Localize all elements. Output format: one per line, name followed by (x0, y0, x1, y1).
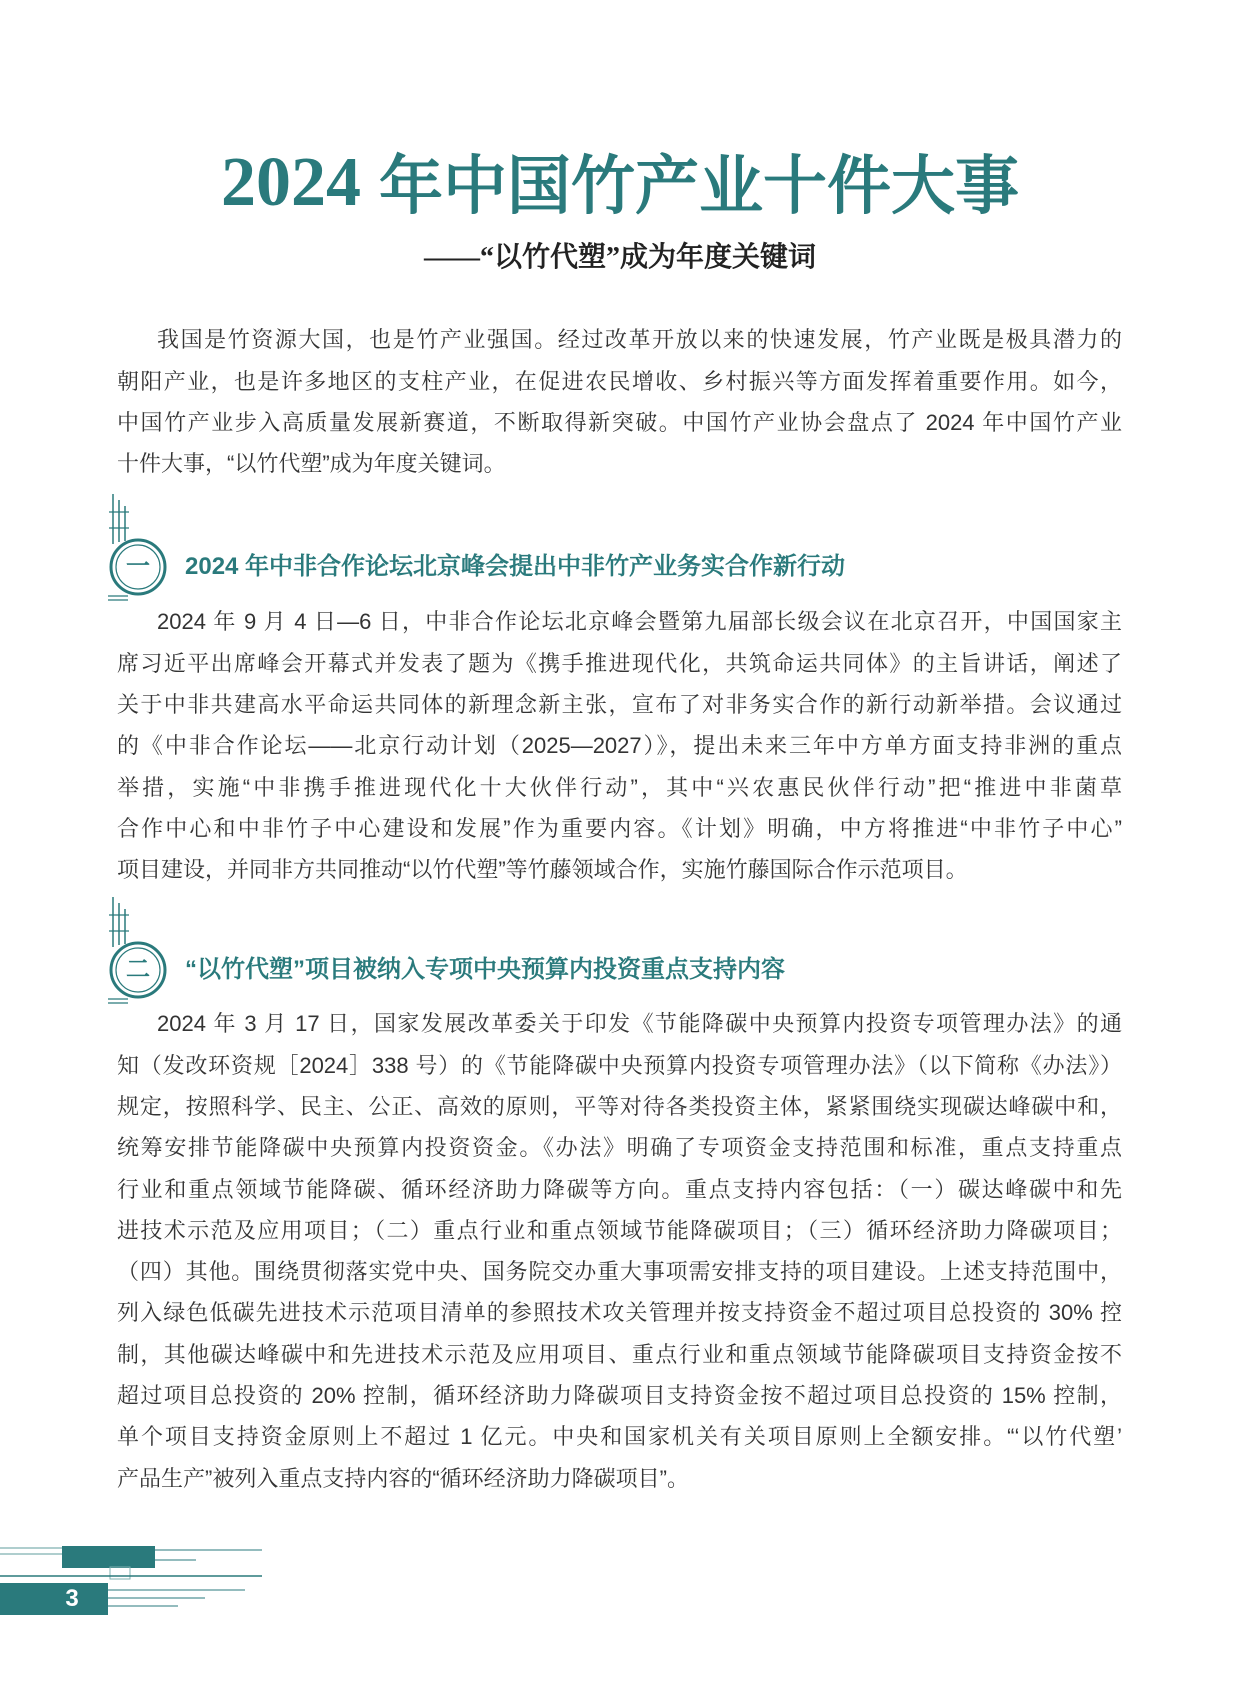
paragraph-line: 的《中非合作论坛——北京行动计划（2025—2027）》，提出未来三年中方单方面支持非洲的重点 (117, 733, 1122, 759)
paragraph-line: 十件大事，“以竹代塑”成为年度关键词。 (117, 451, 506, 477)
bamboo-ring-icon (104, 895, 176, 1010)
page-title-text: 年中国竹产业十件大事 (379, 151, 1019, 222)
bamboo-ring-icon (104, 492, 176, 607)
footer-decoration (0, 1540, 280, 1630)
paragraph-line: 知（发改环资规［2024］338 号）的《节能降碳中央预算内投资专项管理办法》（以下简称《办法》） (117, 1052, 1122, 1078)
paragraph-line: 规定，按照科学、民主、公正、高效的原则，平等对待各类投资主体，紧紧围绕实现碳达峰碳中和， (117, 1093, 1122, 1119)
section-number: 二 (126, 956, 150, 983)
paragraph-line: 合作中心和中非竹子中心建设和发展”作为重要内容。《计划》明确，中方将推进“中非竹子中心” (117, 815, 1122, 841)
paragraph-line: 朝阳产业，也是许多地区的支柱产业，在促进农民增收、乡村振兴等方面发挥着重要作用。如今， (117, 368, 1122, 394)
section-title: 2024 年中非合作论坛北京峰会提出中非竹产业务实合作新行动 (185, 553, 846, 580)
paragraph-line: 统筹安排节能降碳中央预算内投资资金。《办法》明确了专项资金支持范围和标准，重点支持重点 (117, 1135, 1122, 1161)
section-2-paragraph (117, 1003, 1122, 1499)
paragraph-line: 项目建设，并同非方共同推动“以竹代塑”等竹藤领域合作，实施竹藤国际合作示范项目。 (117, 857, 968, 883)
section-title: “以竹代塑”项目被纳入专项中央预算内投资重点支持内容 (185, 956, 785, 983)
paragraph-line: 席习近平出席峰会开幕式并发表了题为《携手推进现代化，共筑命运共同体》的主旨讲话，阐述了 (117, 650, 1122, 676)
page-subtitle: ——“以竹代塑”成为年度关键词 (423, 242, 816, 273)
page-number: 3 (65, 1585, 79, 1612)
paragraph-line: 2024 年 3 月 17 日，国家发展改革委关于印发《节能降碳中央预算内投资专项管理办法》的通 (157, 1011, 1122, 1037)
paragraph-line: 中国竹产业步入高质量发展新赛道，不断取得新突破。中国竹产业协会盘点了 2024 年中国竹产业 (117, 409, 1122, 435)
paragraph-line: 单个项目支持资金原则上不超过 1 亿元。中央和国家机关有关项目原则上全额安排。“‘以竹代塑’ (117, 1424, 1122, 1450)
paragraph-line: （四）其他。围绕贯彻落实党中央、国务院交办重大事项需安排支持的项目建设。上述支持范围中， (117, 1259, 1122, 1285)
paragraph-line: 关于中非共建高水平命运共同体的新理念新主张，宣布了对非务实合作的新行动新举措。会议通过 (117, 691, 1122, 717)
intro-paragraph (117, 319, 1122, 484)
paragraph-line: 列入绿色低碳先进技术示范项目清单的参照技术攻关管理并按支持资金不超过项目总投资的 30% 控 (117, 1300, 1122, 1326)
section-1-heading (104, 492, 1004, 607)
paragraph-line: 举措，实施“中非携手推进现代化十大伙伴行动”，其中“兴农惠民伙伴行动”把“推进中非菌草 (117, 774, 1122, 800)
paragraph-line: 行业和重点领域节能降碳、循环经济助力降碳等方向。重点支持内容包括：（一）碳达峰碳中和先 (117, 1176, 1122, 1202)
page-title-year: 2024 (221, 144, 361, 221)
section-1-paragraph (117, 601, 1122, 890)
paragraph-line: 2024 年 9 月 4 日—6 日，中非合作论坛北京峰会暨第九届部长级会议在北京召开，中国国家主 (157, 609, 1122, 635)
paragraph-line: 制，其他碳达峰碳中和先进技术示范及应用项目、重点行业和重点领域节能降碳项目支持资金按不 (117, 1341, 1122, 1367)
paragraph-line: 我国是竹资源大国，也是竹产业强国。经过改革开放以来的快速发展，竹产业既是极具潜力的 (157, 327, 1122, 353)
section-2-heading (104, 895, 1004, 1010)
paragraph-line: 超过项目总投资的 20% 控制，循环经济助力降碳项目支持资金按不超过项目总投资的 15% 控制， (117, 1383, 1122, 1409)
page-title (0, 138, 1240, 228)
section-number: 一 (126, 553, 150, 580)
paragraph-line: 产品生产”被列入重点支持内容的“循环经济助力降碳项目”。 (117, 1465, 689, 1491)
paragraph-line: 进技术示范及应用项目；（二）重点行业和重点领域节能降碳项目；（三）循环经济助力降碳项目； (117, 1217, 1122, 1243)
